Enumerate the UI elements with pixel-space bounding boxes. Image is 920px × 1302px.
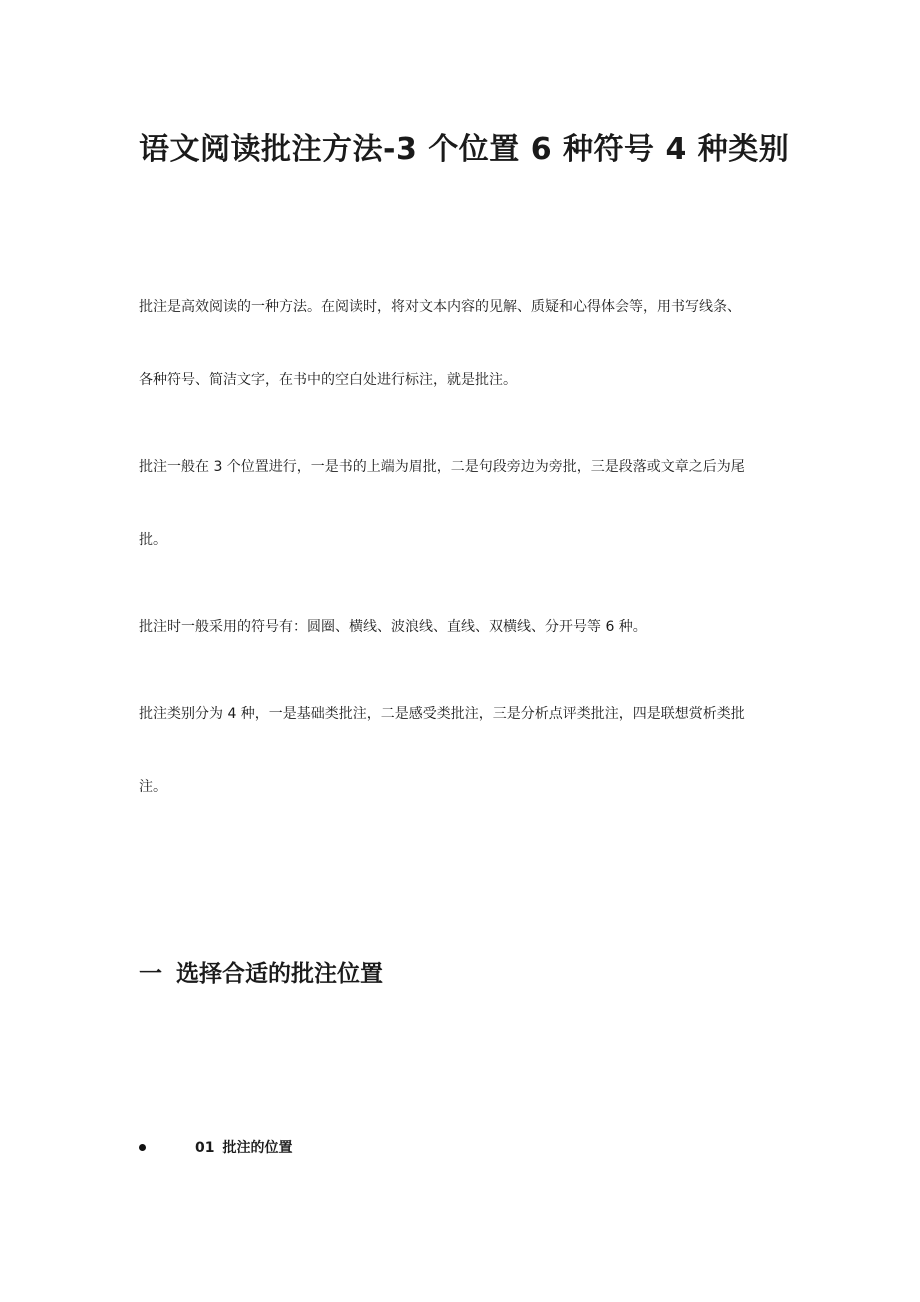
paragraph-line: 各种符号、简洁文字，在书中的空白处进行标注，就是批注。 <box>139 372 517 388</box>
section-number: 一 <box>139 961 162 987</box>
document-title: 语文阅读批注方法-3 个位置 6 种符号 4 种类别 <box>139 132 790 167</box>
bullet-icon <box>139 1144 146 1151</box>
section-title: 选择合适的批注位置 <box>176 961 383 987</box>
paragraph-line: 批。 <box>139 532 167 548</box>
section-heading <box>139 958 383 990</box>
paragraph-line: 批注类别分为 4 种，一是基础类批注，二是感受类批注，三是分析点评类批注，四是联想赏析类批 <box>139 706 745 722</box>
list-item <box>139 1137 539 1159</box>
list-item-label: 批注的位置 <box>222 1140 293 1156</box>
paragraph-line: 批注一般在 3 个位置进行，一是书的上端为眉批，二是句段旁边为旁批，三是段落或文章之后为尾 <box>139 459 745 475</box>
paragraph-line: 批注是高效阅读的一种方法。在阅读时，将对文本内容的见解、质疑和心得体会等，用书写线条、 <box>139 299 741 315</box>
list-item-text <box>195 1137 292 1159</box>
paragraph-line: 注。 <box>139 779 167 795</box>
list-item-index: 01 <box>195 1140 215 1156</box>
paragraph-line: 批注时一般采用的符号有：圆圈、横线、波浪线、直线、双横线、分开号等 6 种。 <box>139 619 647 635</box>
